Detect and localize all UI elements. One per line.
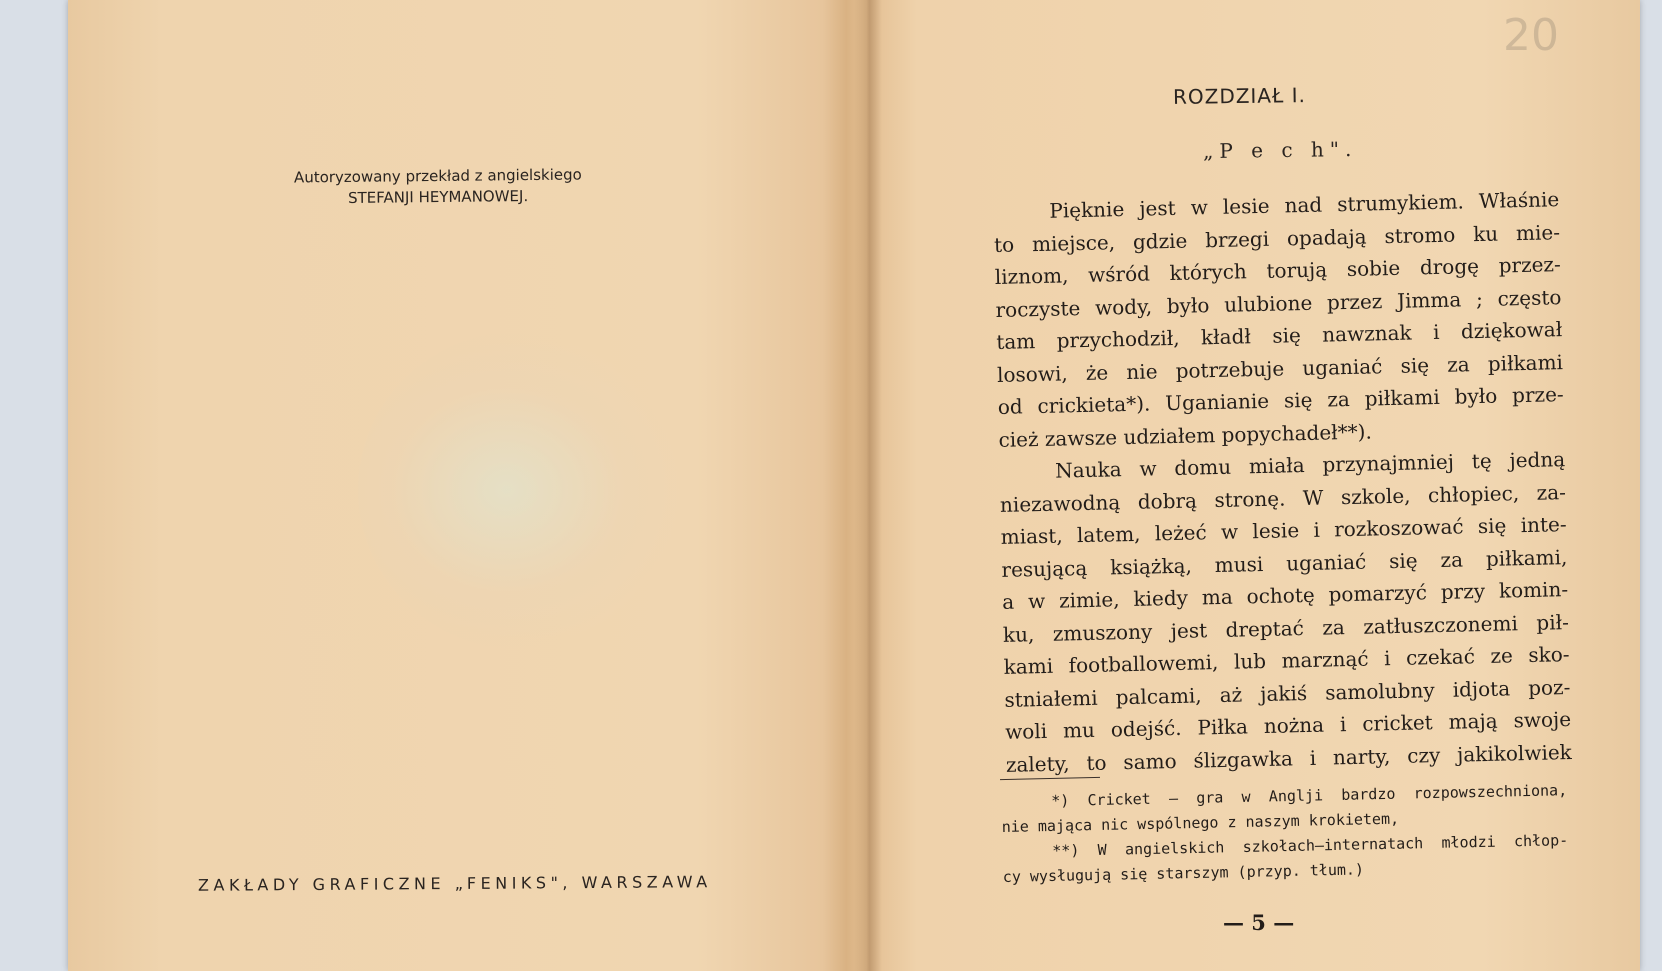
open-book — [68, 0, 1640, 971]
text-line: cież zawsze udziałem popychadeł**). — [998, 418, 1373, 452]
chapter-heading: ROZDZIAŁ I. — [1172, 83, 1307, 109]
text-line: stniałemi palcami, aż jakiś samolubny idjota poz- — [1004, 674, 1571, 712]
translator-credit — [268, 164, 608, 210]
text-line: Nauka w domu miała przynajmniej tę jedną — [1054, 447, 1566, 483]
footnote-line: *) Cricket — gra w Anglji bardzo rozpowszechniona, — [1051, 781, 1568, 810]
left-page — [68, 0, 868, 971]
footnote-line: nie mająca nic wspólnego z naszym krokietem, — [1001, 809, 1400, 836]
page-number: — 5 — — [1223, 910, 1295, 935]
text-line: od crickieta*). Uganianie się za piłkami było prze- — [997, 382, 1564, 419]
text-line: resującą książką, musi uganiać się za piłkami, — [1001, 544, 1568, 582]
chapter-title: „P e c h". — [1202, 136, 1358, 164]
translator-line-1: Autoryzowany przekład z angielskiego — [293, 165, 582, 187]
text-line: ku, zmuszony jest dreptać za zatłuszczonemi pił- — [1002, 609, 1570, 647]
text-line: niezawodną dobrą stronę. W szkole, chłopiec, za- — [999, 479, 1567, 517]
body-text — [993, 183, 1572, 781]
text-line: kami footballowemi, lub marznąć i czekać ze sko- — [1003, 642, 1570, 679]
translator-line-2: STEFANJI HEYMANOWEJ. — [347, 187, 529, 207]
text-line: woli mu odejść. Piłka nożna i cricket mają swoje — [1004, 707, 1572, 744]
text-line: Pięknie jest w lesie nad strumykiem. Właśnie — [1049, 187, 1560, 223]
printer-imprint: ZAKŁADY GRAFICZNE „FENIKS", WARSZAWA — [197, 872, 712, 895]
text-line: a w zimie, kiedy ma ochotę pomarzyć przy komin- — [1001, 577, 1569, 614]
text-line: roczyste wody, było ulubione przez Jimma ; często — [995, 284, 1562, 322]
text-line: zalety, to samo ślizgawka i narty, czy jakikolwiek — [1005, 739, 1573, 777]
text-line: to miejsce, gdzie brzegi opadają stromo ku mie- — [993, 219, 1561, 257]
pencil-corner-mark: 20 — [1503, 10, 1559, 61]
footnote-line: cy wysługują się starszym (przyp. tłum.) — [1002, 860, 1365, 886]
text-line: liznom, wśród których torują sobie drogę przez- — [994, 252, 1561, 289]
text-line: losowi, że nie potrzebuje uganiać się za piłkami — [996, 349, 1564, 387]
text-line: miast, latem, leżeć w lesie i rozkoszować się inte- — [1000, 512, 1567, 549]
text-line: tam przychodził, kładł się nawznak i dziękował — [996, 317, 1563, 354]
footnote-line: **) W angielskich szkołach—internatach młodzi chłop- — [1052, 831, 1569, 860]
footnotes — [1001, 778, 1569, 890]
right-page — [883, 0, 1640, 971]
